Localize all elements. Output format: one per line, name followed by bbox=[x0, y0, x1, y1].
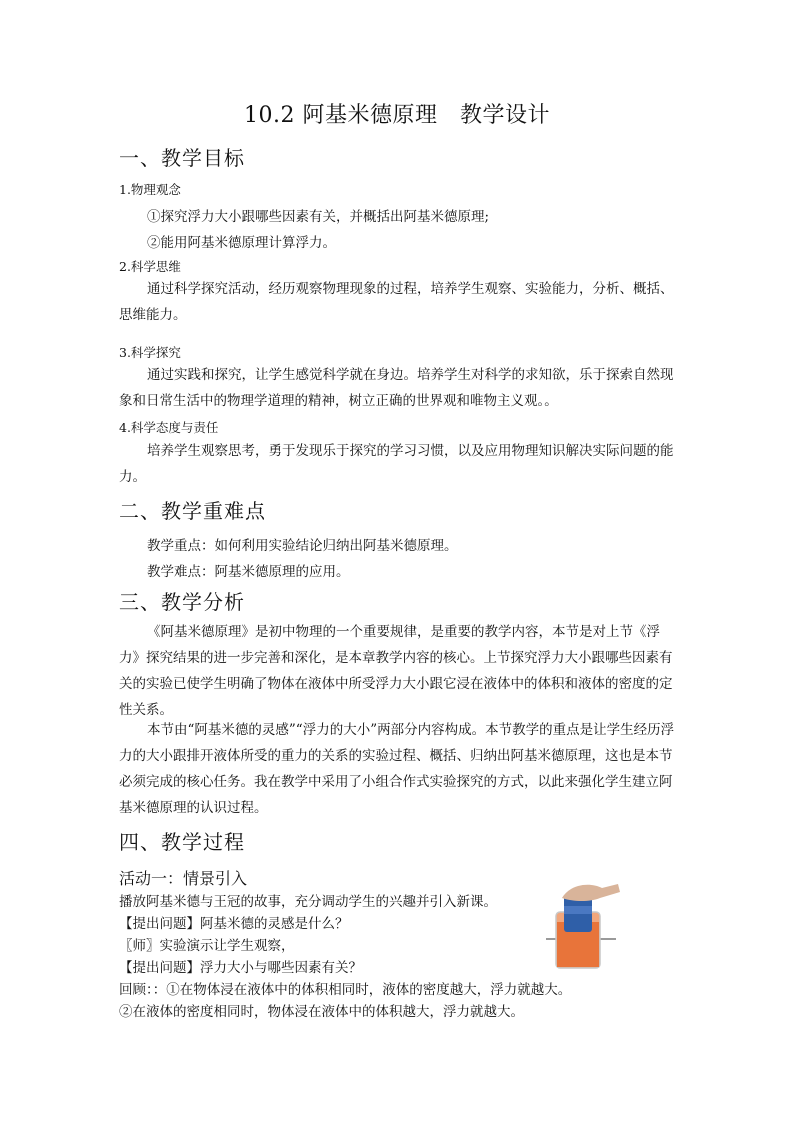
keypoint-focus: 教学重点：如何利用实验结论归纳出阿基米德原理。 bbox=[147, 538, 458, 554]
experiment-photo bbox=[540, 876, 622, 972]
process-line-4: 【提出问题】浮力大小与哪些因素有关？ bbox=[119, 960, 362, 976]
section-heading-process: 四、教学过程 bbox=[119, 830, 245, 854]
analysis-paragraph-2: 本节由“阿基米德的灵感”“浮力的大小”两部分内容构成。本节教学的重点是让学生经历浮力的大小跟排开液体所受的重力的关系的实验过程、概括、归纳出阿基米德原理，这也是本节必须完成的核心任务。我在教学中采用了小组合作式实验探究的方式，以此来强化学生建立阿基米德原理的认识过程。 bbox=[119, 722, 675, 816]
goal-1-item-a: ①探究浮力大小跟哪些因素有关，并概括出阿基米德原理; bbox=[147, 209, 490, 225]
goal-4-title: 4.科学态度与责任 bbox=[119, 420, 219, 435]
process-line-6: ②在液体的密度相同时，物体浸在液体中的体积越大，浮力就越大。 bbox=[119, 1004, 524, 1020]
goal-2-text: 通过科学探究活动，经历观察物理现象的过程，培养学生观察、实验能力，分析、概括、思维能力。 bbox=[119, 281, 674, 323]
process-line-1: 播放阿基米德与王冠的故事，充分调动学生的兴趣并引入新课。 bbox=[119, 894, 497, 910]
goal-3-title: 3.科学探究 bbox=[119, 345, 181, 360]
goal-2-title: 2.科学思维 bbox=[119, 259, 181, 274]
goal-4-text: 培养学生观察思考，勇于发现乐于探究的学习习惯，以及应用物理知识解决实际问题的能力。 bbox=[119, 443, 674, 485]
keypoint-difficulty: 教学难点：阿基米德原理的应用。 bbox=[147, 564, 350, 580]
process-line-2: 【提出问题】阿基米德的灵感是什么？ bbox=[119, 916, 349, 932]
section-heading-analysis: 三、教学分析 bbox=[119, 590, 245, 614]
activity-heading: 活动一：情景引入 bbox=[119, 869, 248, 888]
analysis-paragraph-1: 《阿基米德原理》是初中物理的一个重要规律，是重要的教学内容，本节是对上节《浮力》探究结果的进一步完善和深化，是本章教学内容的核心。上节探究浮力大小跟哪些因素有关的实验已使学生明确了物体在液体中所受浮力大小跟它浸在液体中的体积和液体的密度的定性关系。 bbox=[119, 624, 673, 718]
document-title: 10.2 阿基米德原理 教学设计 bbox=[244, 103, 550, 128]
process-line-3: 〖师〗实验演示让学生观察， bbox=[119, 938, 295, 954]
process-line-5: 回顾：：①在物体浸在液体中的体积相同时，液体的密度越大，浮力就越大。 bbox=[119, 982, 572, 998]
section-heading-keypoints: 二、教学重难点 bbox=[119, 499, 266, 523]
goal-3-text: 通过实践和探究，让学生感觉科学就在身边。培养学生对科学的求知欲，乐于探索自然现象和日常生活中的物理学道理的精神，树立正确的世界观和唯物主义观。。 bbox=[119, 367, 674, 409]
section-heading-goals: 一、教学目标 bbox=[119, 146, 245, 170]
goal-1-title: 1.物理观念 bbox=[119, 182, 181, 197]
goal-1-item-b: ②能用阿基米德原理计算浮力。 bbox=[147, 235, 336, 251]
